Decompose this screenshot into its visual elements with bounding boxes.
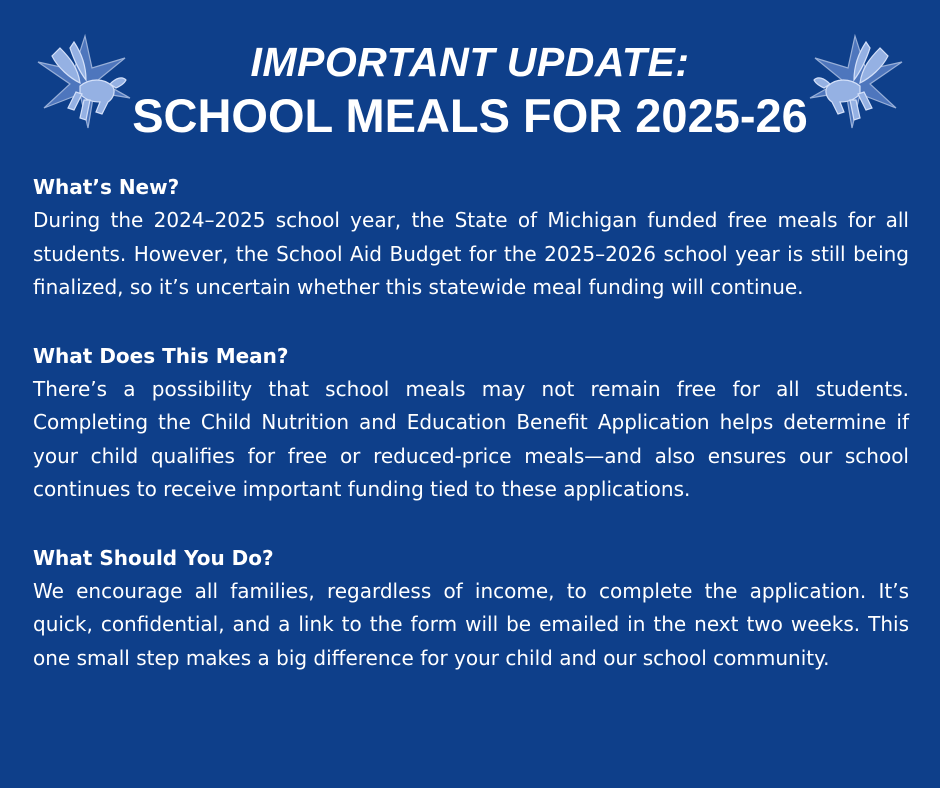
section-body: There’s a possibility that school meals may not remain free for all students. Completing the Child Nutrition and Education Benefit Application helps determine if your child qualifies for free or reduced-price meals—and also ensures our school continues to receive important funding tied to these applications. [33,376,909,501]
section-whats-new [33,170,909,305]
pegasus-mascot-icon [800,28,910,138]
header [0,0,940,160]
title-line-2: SCHOOL MEALS FOR 2025-26 [132,89,808,142]
section-heading: What’s New? [33,175,180,199]
section-heading: What Should You Do? [33,545,274,570]
section-what-does-this-mean [33,339,909,507]
content [33,170,909,709]
section-what-should-you-do [33,541,909,676]
section-body: We encourage all families, regardless of income, to complete the application. It’s quick, confidential, and a link to the form will be emailed in the next two weeks. This one small step makes a big difference for your child and our school community. [33,578,909,670]
title-line-1: IMPORTANT UPDATE: [250,39,690,85]
section-body: During the 2024–2025 school year, the State of Michigan funded free meals for all students. However, the School Aid Budget for the 2025–2026 school year is still being finalized, so it’s uncertain whether this statewide meal funding will continue. [33,208,909,299]
section-heading: What Does This Mean? [33,343,289,368]
